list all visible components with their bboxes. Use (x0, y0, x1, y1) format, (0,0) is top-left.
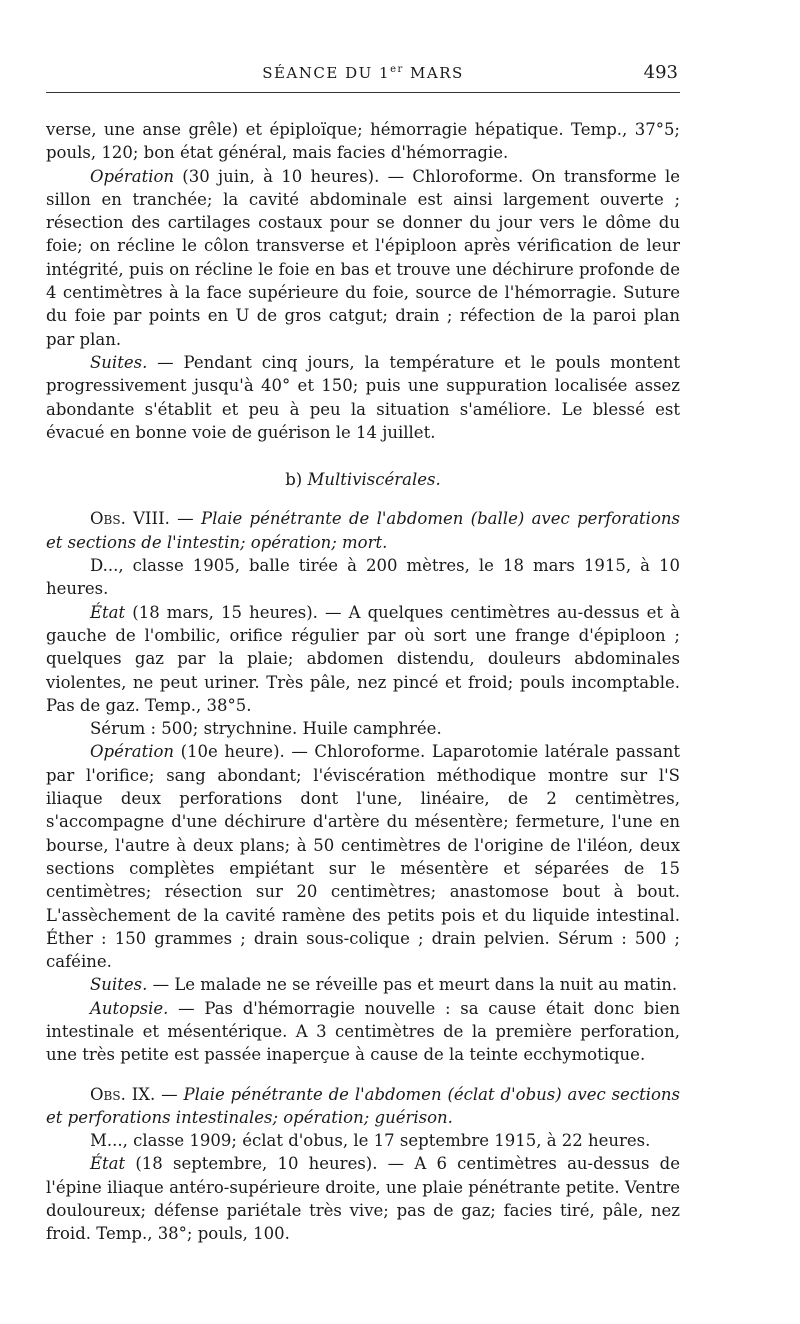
obs-8-title: Plaie pénétrante de l'abdomen (balle) avec perforations et sections de l'intestin; opération; mort. (46, 509, 680, 552)
operation-label: Opération (90, 166, 175, 186)
running-header (46, 62, 680, 93)
paragraph-operation: Opération (30 juin, à 10 heures). — Chloroforme. On transforme le sillon en tranchée; la cavité abdominale est ainsi largement ouverte ; résection des cartilages costaux pour se donner du jour vers le dôme du foie; on récline le côlon transverse et l'épiploon après vérification de leur intégrité, puis on récline le foie en bas et trouve une déchirure profonde de 4 centimètres à la face supérieure du foie, source de l'hémorragie. Suture du foie par points en U de gros catgut; drain ; réfection de la paroi plan par plan. (46, 166, 680, 349)
obs-8-serum: Sérum : 500; strychnine. Huile camphrée. (90, 719, 442, 739)
page-body (46, 118, 680, 1246)
suites-label: Suites. (90, 352, 148, 372)
obs-9-heading: Obs. IX. — Plaie pénétrante de l'abdomen (éclat d'obus) avec sections et perforations intestinales; opération; guérison. (46, 1084, 681, 1127)
page-number: 493 (643, 62, 678, 83)
obs-8-operation: Opération (10e heure). — Chloroforme. Laparotomie latérale passant par l'orifice; sang abondant; l'éviscération méthodique montre sur l'S iliaque deux perforations dont l'une, linéaire, de 2 centimètres, s'accompagne d'une déchirure d'artère du mésentère; fermeture, l'une en bourse, l'autre à deux plans; à 50 centimètres de l'origine de l'iléon, deux sections complètes empiétant sur le mésentère et séparées de 15 centimètres; résection sur 20 centimètres; anastomose bout à bout. L'assèchement de la cavité ramène des petits pois et du liquide intestinal. Éther : 150 grammes ; drain sous-colique ; drain pelvien. Sérum : 500 ; caféine. (46, 742, 680, 972)
obs-8-suites: Suites. — Le malade ne se réveille pas et meurt dans la nuit au matin. (90, 975, 678, 995)
obs-9-patient-line: M..., classe 1909; éclat d'obus, le 17 septembre 1915, à 22 heures. (90, 1131, 651, 1151)
obs-9-etat: État (18 septembre, 10 heures). — A 6 centimètres au-dessus de l'épine iliaque antéro-supérieure droite, une plaie pénétrante petite. Ventre douloureux; défense pariétale très vive; pas de gaz; facies tiré, pâle, nez froid. Temp., 38°; pouls, 100. (46, 1154, 680, 1244)
paragraph-suites: Suites. — Pendant cinq jours, la température et le pouls montent progressivement jusqu'à 40° et 150; puis une suppuration localisée assez abondante s'établit et peu à peu la situation s'améliore. Le blessé est évacué en bonne voie de guérison le 14 juillet. (46, 352, 680, 442)
paragraph-continuation: verse, une anse grêle) et épiploïque; hémorragie hépatique. Temp., 37°5; pouls, 120; bon état général, mais facies d'hémorragie. (46, 120, 680, 163)
obs-8-patient-line: D..., classe 1905, balle tirée à 200 mètres, le 18 mars 1915, à 10 heures. (46, 556, 680, 599)
obs-9-title: Plaie pénétrante de l'abdomen (éclat d'obus) avec sections et perforations intestinales; opération; guérison. (46, 1084, 681, 1127)
running-title: SÉANCE DU 1er MARS (262, 64, 464, 82)
obs-8-label: Obs. VIII. (90, 509, 170, 529)
obs-8-etat: État (18 mars, 15 heures). — A quelques centimètres au-dessus et à gauche de l'ombilic, orifice régulier par où sort une frange d'épiploon ; quelques gaz par la plaie; abdomen distendu, douleurs abdominales violentes, ne peut uriner. Très pâle, nez pincé et froid; pouls incomptable. Pas de gaz. Temp., 38°5. (46, 602, 680, 715)
obs-9-label: Obs. IX. (90, 1084, 156, 1104)
obs-8-autopsie: Autopsie. — Pas d'hémorragie nouvelle : sa cause était donc bien intestinale et mésentérique. A 3 centimètres de la première perforation, une très petite est passée inaperçue à cause de la teinte ecchymotique. (46, 998, 680, 1065)
section-heading: b) Multiviscérales. (285, 470, 441, 490)
obs-8-heading: Obs. VIII. — Plaie pénétrante de l'abdomen (balle) avec perforations et sections de l'intestin; opération; mort. (46, 509, 680, 552)
